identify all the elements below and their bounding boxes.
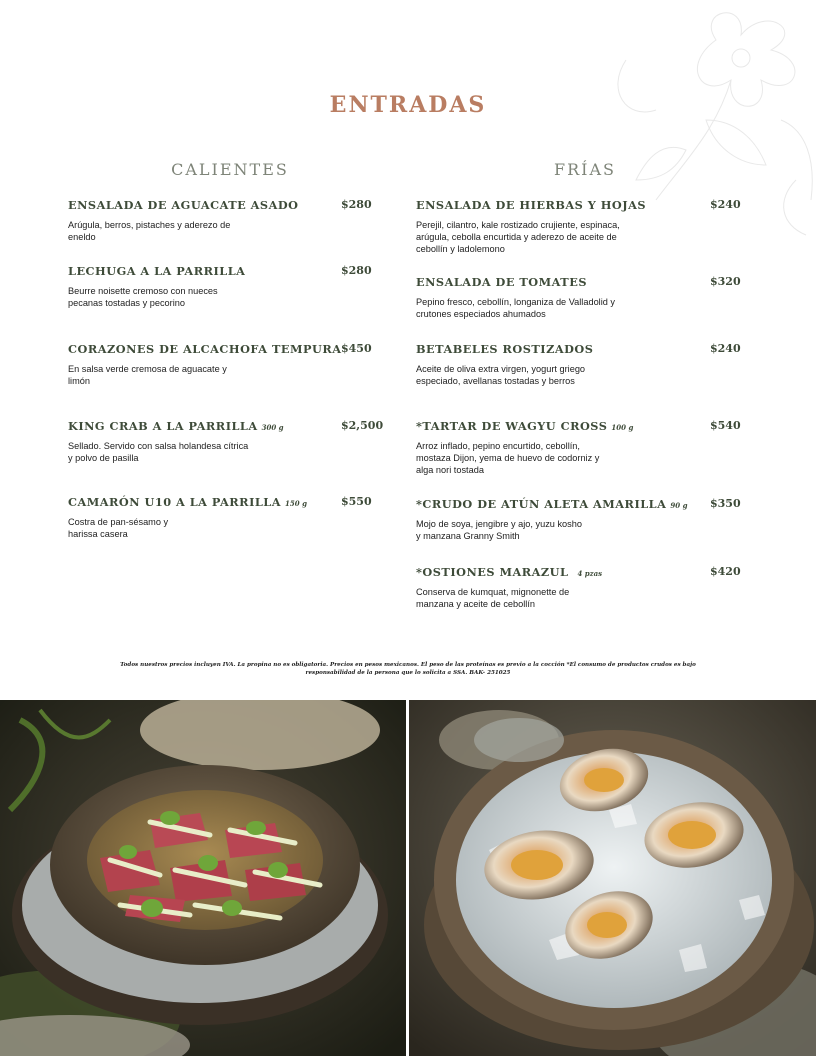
item-price: $280 xyxy=(341,198,372,211)
item-description: En salsa verde cremosa de aguacate y limón xyxy=(68,364,227,386)
item-name: LECHUGA A LA PARRILLA xyxy=(68,264,246,278)
item-weight: 90 g xyxy=(670,501,688,510)
oysters-on-ice-photo xyxy=(409,700,816,1056)
item-description: Perejil, cilantro, kale rostizado crujiente, espinaca, arúgula, cebolla encurtida y aderezo de aceite de cebollín y ladolemono xyxy=(416,220,620,254)
item-name: *OSTIONES MARAZUL 4 pzas xyxy=(416,565,603,579)
menu-item xyxy=(416,342,741,387)
item-name: ENSALADA DE TOMATES xyxy=(416,275,587,289)
item-price: $450 xyxy=(341,342,372,355)
item-name: KING CRAB A LA PARRILLA 300 g xyxy=(68,419,284,433)
item-price: $240 xyxy=(710,342,741,355)
item-price: $320 xyxy=(710,275,741,288)
menu-item xyxy=(416,419,741,476)
item-name: *CRUDO DE ATÚN ALETA AMARILLA 90 g xyxy=(416,497,688,511)
item-description: Conserva de kumquat, mignonette de manzana y aceite de cebollín xyxy=(416,587,570,609)
item-weight: 100 g xyxy=(611,423,634,432)
menu-item xyxy=(416,275,741,320)
menu-item xyxy=(68,342,372,387)
item-name: *TARTAR DE WAGYU CROSS 100 g xyxy=(416,419,634,433)
menu-item xyxy=(416,497,741,542)
menu-item xyxy=(68,198,372,243)
item-description: Beurre noisette cremoso con nueces pecanas tostadas y pecorino xyxy=(68,286,218,308)
item-weight: 4 pzas xyxy=(577,569,603,578)
item-price: $540 xyxy=(710,419,741,432)
item-price: $240 xyxy=(710,198,741,211)
menu-item xyxy=(416,565,741,610)
menu-item xyxy=(68,495,372,540)
item-description: Pepino fresco, cebollín, longaniza de Valladolid y crutones especiados ahumados xyxy=(416,297,616,319)
item-price: $350 xyxy=(710,497,741,510)
item-description: Mojo de soya, jengibre y ajo, yuzu kosho y manzana Granny Smith xyxy=(416,519,582,541)
item-weight: 150 g xyxy=(285,499,307,508)
section-heading-frias: FRÍAS xyxy=(554,160,616,179)
item-price: $420 xyxy=(710,565,741,578)
item-weight: 300 g xyxy=(261,423,284,432)
item-name: CAMARÓN U10 A LA PARRILLA 150 g xyxy=(68,495,307,509)
item-description: Arroz inflado, pepino encurtido, cebollín, mostaza Dijon, yema de huevo de codorniz y alga nori tostada xyxy=(416,441,600,475)
item-price: $550 xyxy=(341,495,372,508)
item-name: CORAZONES DE ALCACHOFA TEMPURA xyxy=(68,342,342,356)
item-description: Aceite de oliva extra virgen, yogurt griego especiado, avellanas tostadas y berros xyxy=(416,364,586,386)
item-description: Costra de pan-sésamo y harissa casera xyxy=(68,517,169,539)
item-name: BETABELES ROSTIZADOS xyxy=(416,342,594,356)
item-price: $2,500 xyxy=(341,419,384,432)
page-title: ENTRADAS xyxy=(329,92,487,118)
menu-item xyxy=(68,264,372,309)
item-name: ENSALADA DE HIERBAS Y HOJAS xyxy=(416,198,647,212)
tuna-crudo-dish-photo xyxy=(0,700,406,1056)
item-description: Sellado. Servido con salsa holandesa cítrica y polvo de pasilla xyxy=(68,441,249,463)
menu-item xyxy=(416,198,741,255)
section-heading-calientes: CALIENTES xyxy=(171,160,289,179)
item-description: Arúgula, berros, pistaches y aderezo de eneldo xyxy=(68,220,231,242)
item-price: $280 xyxy=(341,264,372,277)
footnote: Todos nuestros precios incluyen IVA. La propina no es obligatoria. Precios en pesos mexicanos. El peso de las proteínas es previo a la cocción *El consumo de productos crudos es bajo responsabilidad de la persona que lo solicita a SSA. BAK- 251025 xyxy=(120,662,696,676)
item-name: ENSALADA DE AGUACATE ASADO xyxy=(68,198,299,212)
menu-item xyxy=(68,419,384,464)
